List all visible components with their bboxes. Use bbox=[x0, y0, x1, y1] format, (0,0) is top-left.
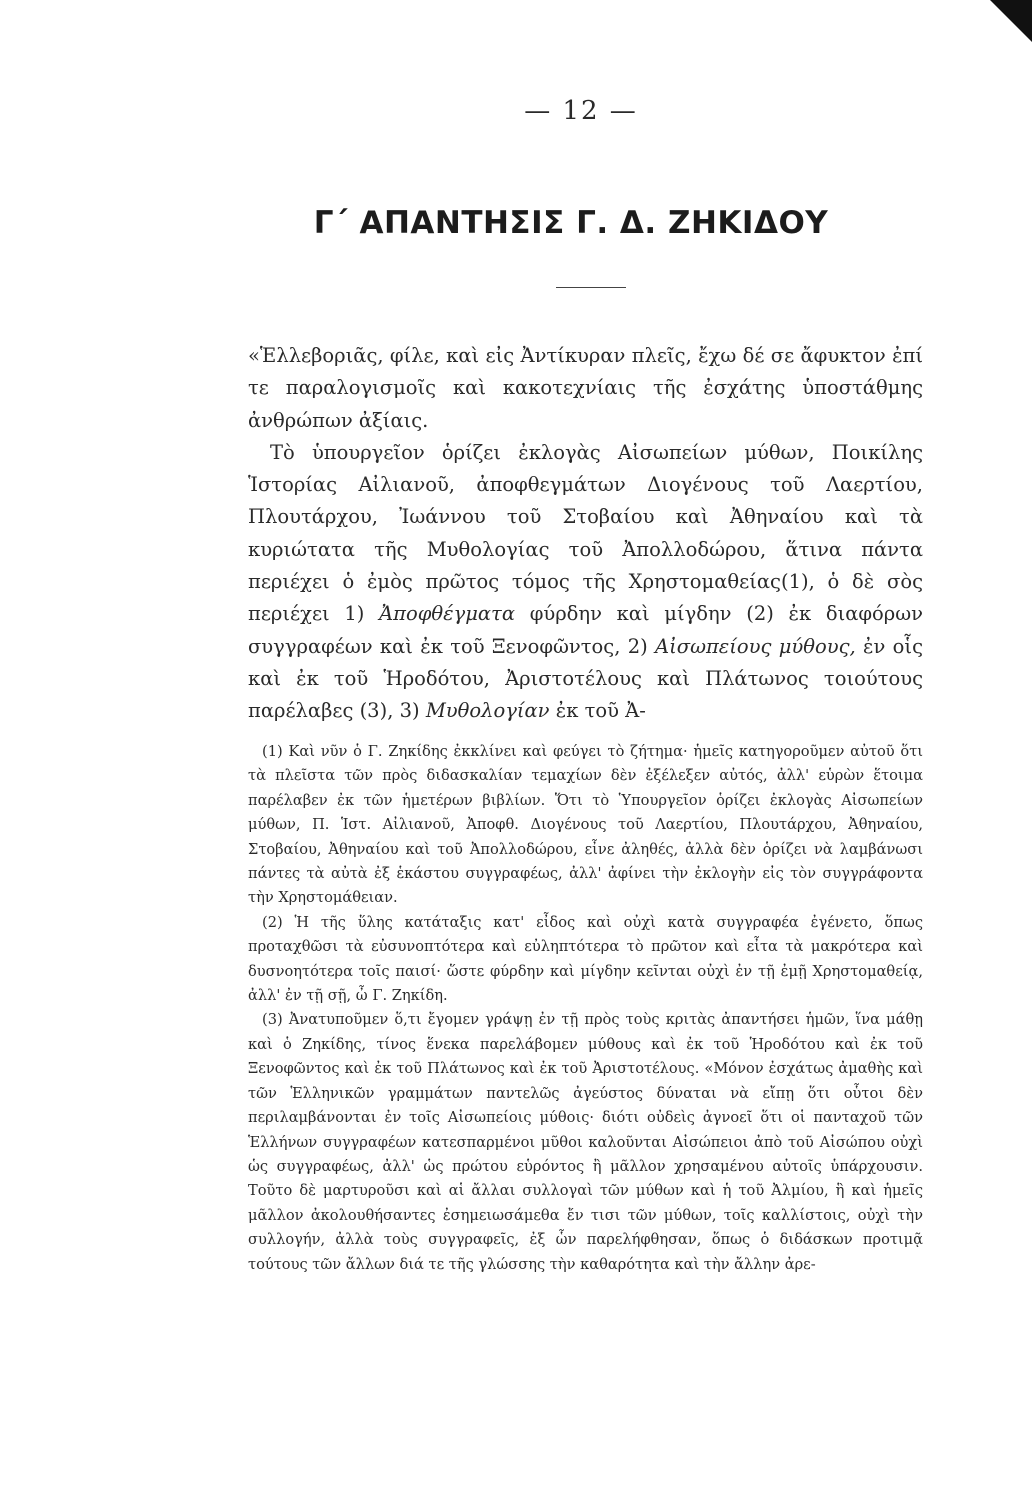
footnotes bbox=[248, 740, 923, 1277]
text-run: Τὸ ὑπουργεῖον ὁρίζει ἐκλογὰς Αἰσωπείων μύθων, Ποικίλης Ἱστορίας Αἰλιανοῦ, ἀποφθεγμάτων Διογένους τοῦ Λαερτίου, Πλουτάρχου, Ἰωάννου τοῦ Στοβαίου καὶ Ἀθηναίου καὶ τὰ κυριώτατα τῆς Μυθολογίας τοῦ Ἀπολλοδώρου, ἅτινα πάντα περιέχει ὁ ἐμὸς πρῶτος τόμος τῆς Χρηστομαθείας(1), ὁ δὲ σὸς περιέχει 1) bbox=[248, 440, 923, 626]
page-number: — 12 — bbox=[524, 96, 638, 126]
chapter-title: Γ΄ ΑΠΑΝΤΗΣΙΣ Γ. Δ. ΖΗΚΙΔΟΥ bbox=[313, 205, 829, 241]
page-corner-mark bbox=[990, 0, 1032, 42]
text-run: ἐκ τοῦ Ἀ- bbox=[549, 699, 646, 723]
title-divider bbox=[556, 287, 626, 288]
footnote-3: (3) Ἀνατυποῦμεν ὅ,τι ἔγομεν γράψῃ ἐν τῇ πρὸς τοὺς κριτὰς ἀπαντήσει ἡμῶν, ἵνα μάθῃ καὶ ὁ Ζηκίδης, τίνος ἕνεκα παρελάβομεν μύθους καὶ ἐκ τοῦ Ἡροδότου καὶ ἐκ τοῦ Ξενοφῶντος καὶ ἐκ τοῦ Πλάτωνος καὶ ἐκ τοῦ Ἀριστοτέλους. «Μόνον ἐσχάτως ἀμαθὴς καὶ τῶν Ἑλληνικῶν γραμμάτων παντελῶς ἀγεύστος δύναται νὰ εἴπῃ ὅτι οὗτοι δὲν περιλαμβάνονται ἐν τοῖς Αἰσωπείοις μύθοις· διότι οὐδεὶς ἀγνοεῖ ὅτι οἱ πανταχοῦ τῶν Ἑλλήνων συγγραφέων κατεσπαρμένοι μῦθοι καλοῦνται Αἰσώπειοι ἀπὸ τοῦ Αἰσώπου οὐχὶ ὡς συγγραφέως, ἀλλ' ὡς πρώτου εὑρόντος ἢ μᾶλλον χρησαμένου αὐτοῖς ὑπάρχουσιν. Τοῦτο δὲ μαρτυροῦσι καὶ αἱ ἄλλαι συλλογαὶ τῶν μύθων καὶ ἡ τοῦ Ἀλμίου, ἣ καὶ ἡμεῖς μᾶλλον ἀκολουθήσαντες ἐσημειωσάμεθα ἔν τισι τῶν μύθων, τοῖς καλλίστοις, οὐχὶ τὴν συλλογήν, ἀλλὰ τοὺς συγγραφεῖς, ἐξ ὧν παρελήφθησαν, ὅπως ὁ διδάσκων προτιμᾷ τούτους τῶν ἄλλων διά τε τῆς γλώσσης τὴν καθαρότητα καὶ τὴν ἄλλην ἀρε- bbox=[248, 1011, 923, 1273]
footnote-1: (1) Καὶ νῦν ὁ Γ. Ζηκίδης ἐκκλίνει καὶ φεύγει τὸ ζήτημα· ἡμεῖς κατηγοροῦμεν αὐτοῦ ὅτι τὰ πλεῖστα τῶν πρὸς διδασκαλίαν τεμαχίων δὲν ἐξέλεξεν αὐτός, ἀλλ' εὑρὼν ἕτοιμα παρέλαβεν ἐκ τῶν ἡμετέρων βιβλίων. Ὅτι τὸ Ὑπουργεῖον ὁρίζει ἐκλογὰς Αἰσωπείων μύθων, Π. Ἱστ. Αἰλιανοῦ, Ἀποφθ. Διογένους τοῦ Λαερτίου, Πλουτάρχου, Ἀθηναίου, Στοβαίου, Ἀθηναίου καὶ τοῦ Ἀπολλοδώρου, εἶνε ἀληθές, ἀλλὰ δὲν ὁρίζει νὰ λαμβάνωσι πάντες τὰ αὐτὰ ἐξ ἑκάστου συγγραφέως, ἀλλ' ἀφίνει τὴν ἐκλογὴν εἰς τὸν συγγράφοντα τὴν Χρηστομάθειαν. bbox=[248, 743, 923, 907]
text-run: ἐν οἷς καὶ ἐκ τοῦ Ἡροδότου, Ἀριστοτέλους καὶ Πλάτωνος τοιούτους παρέλαβες (3), 3) bbox=[248, 634, 923, 723]
italic-term: Ἀποφθέγματα bbox=[379, 602, 516, 626]
main-text bbox=[248, 340, 923, 728]
italic-term: Μυθολογίαν bbox=[425, 699, 550, 723]
paragraph-main bbox=[248, 437, 923, 728]
footnote-2: (2) Ἡ τῆς ὕλης κατάταξις κατ' εἶδος καὶ οὐχὶ κατὰ συγγραφέα ἐγένετο, ὅπως προταχθῶσι τὰ εὐσυνοπτότερα καὶ εὐληπτότερα τὸ πρῶτον καὶ εἶτα τὰ μακρότερα καὶ δυσνοητότερα τοῖς παισί· ὥστε φύρδην καὶ μίγδην κεῖνται οὐχὶ ἐν τῇ ἐμῇ Χρηστομαθείᾳ, ἀλλ' ἐν τῇ σῇ, ὦ Γ. Ζηκίδη. bbox=[248, 913, 923, 1005]
paragraph-quote: «Ἑλλεβοριᾶς, φίλε, καὶ εἰς Ἀντίκυραν πλεῖς, ἔχω δέ σε ἄφυκτον ἐπί τε παραλογισμοῖς καὶ κακοτεχνίαις τῆς ἐσχάτης ὑποστάθμης ἀνθρώπων ἀξίαις. bbox=[248, 344, 923, 432]
italic-term: Αἰσωπείους μύθους, bbox=[655, 634, 856, 658]
text-run: φύρδην καὶ μίγδην (2) ἐκ διαφόρων συγγραφέων καὶ ἐκ τοῦ Ξενοφῶντος, 2) bbox=[248, 602, 923, 658]
